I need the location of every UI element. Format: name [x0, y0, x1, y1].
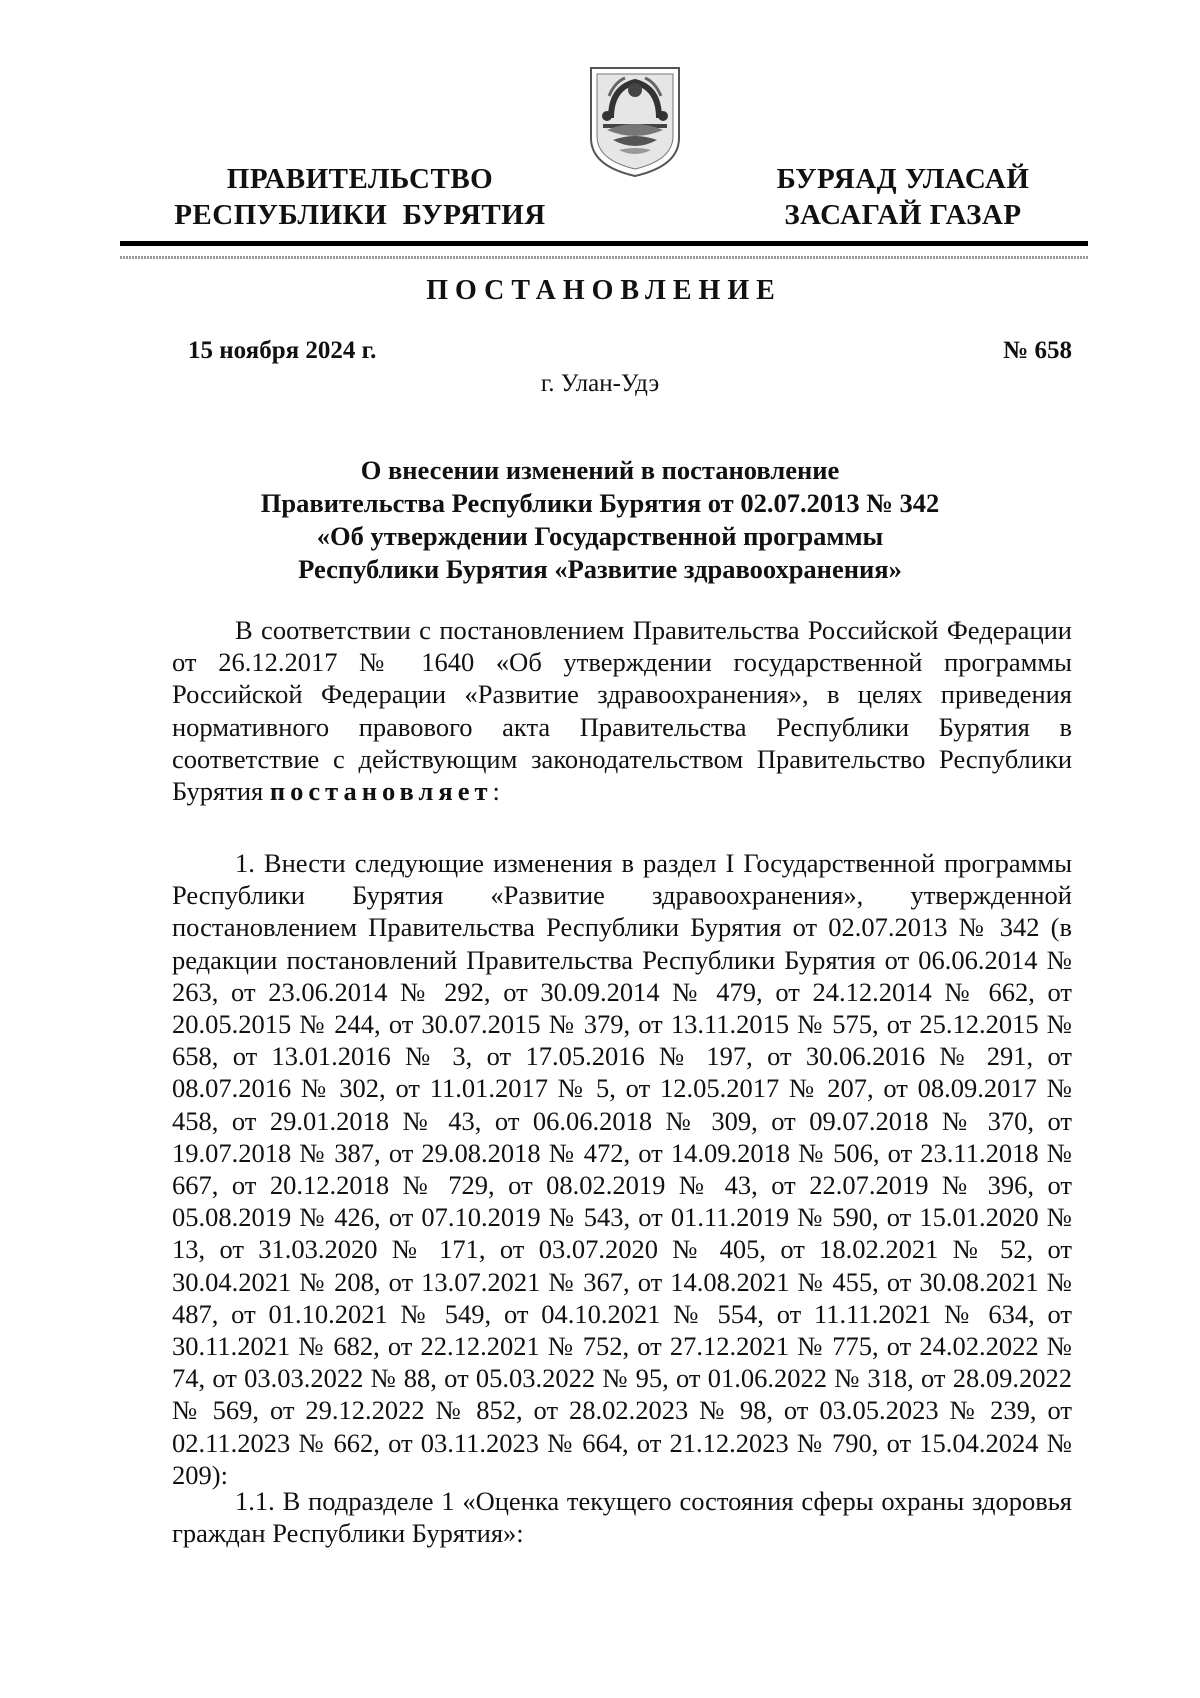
- government-name-bua-line1: БУРЯАД УЛАСАЙ: [776, 163, 1030, 195]
- header-divider-thin: [120, 256, 1088, 259]
- preamble-end: :: [492, 776, 500, 807]
- title-line: Правительства Республики Бурятия от 02.07.2013 № 342: [260, 488, 940, 518]
- document-city: г. Улан-Удэ: [540, 370, 660, 397]
- government-name-ru: [160, 161, 560, 233]
- preamble-paragraph: [172, 614, 1072, 807]
- coat-of-arms-icon: [585, 58, 685, 180]
- government-name-ru-line2: РЕСПУБЛИКИ БУРЯТИЯ: [174, 199, 546, 231]
- government-name-bua: [738, 161, 1068, 233]
- document-title: [150, 454, 1050, 586]
- clause-1: 1. Внести следующие изменения в раздел I Государственной программы Республики Бурятия «Развитие здравоохранения», утвержденной постановлением Правительства Республики Бурятия от 02.07.2013 № 342 (в редакции постановлений Правительства Республики Бурятия от 06.06.2014 № 263, от 23.06.2014 № 292, от 30.09.2014 № 479, от 24.12.2014 № 662, от 20.05.2015 № 244, от 30.07.2015 № 379, от 13.11.2015 № 575, от 25.12.2015 № 658, от 13.01.2016 № 3, от 17.05.2016 № 197, от 30.06.2016 № 291, от 08.07.2016 № 302, от 11.01.2017 № 5, от 12.05.2017 № 207, от 08.09.2017 № 458, от 29.01.2018 № 43, от 06.06.2018 № 309, от 09.07.2018 № 370, от 19.07.2018 № 387, от 29.08.2018 № 472, от 14.09.2018 № 506, от 23.11.2018 № 667, от 20.12.2018 № 729, от 08.02.2019 № 43, от 22.07.2019 № 396, от 05.08.2019 № 426, от 07.10.2019 № 543, от 01.11.2019 № 590, от 15.01.2020 № 13, от 31.03.2020 № 171, от 03.07.2020 № 405, от 18.02.2021 № 52, от 30.04.2021 № 208, от 13.07.2021 № 367, от 14.08.2021 № 455, от 30.08.2021 № 487, от 01.10.2021 № 549, от 04.10.2021 № 554, от 11.11.2021 № 634, от 30.11.2021 № 682, от 22.12.2021 № 752, от 27.12.2021 № 775, от 24.02.2022 № 74, от 03.03.2022 № 88, от 05.03.2022 № 95, от 01.06.2022 № 318, от 28.09.2022 № 569, от 29.12.2022 № 852, от 28.02.2023 № 98, от 03.05.2023 № 239, от 02.11.2023 № 662, от 03.11.2023 № 664, от 21.12.2023 № 790, от 15.04.2024 № 209):: [172, 848, 1072, 1490]
- title-line: «Об утверждении Государственной программы: [316, 521, 884, 551]
- title-line: О внесении изменений в постановление: [360, 455, 840, 485]
- government-name-bua-line2: ЗАСАГАЙ ГАЗАР: [784, 199, 1022, 231]
- clause-1-1: 1.1. В подразделе 1 «Оценка текущего состояния сферы охраны здоровья граждан Республики Бурятия»:: [172, 1486, 1072, 1549]
- government-name-ru-line1: ПРАВИТЕЛЬСТВО: [226, 163, 494, 195]
- header-divider-thick: [120, 241, 1088, 246]
- preamble-text: В соответствии с постановлением Правительства Российской Федерации от 26.12.2017 № 1640 «Об утверждении государственной программы Российской Федерации «Развитие здравоохранения», в целях приведения нормативного правового акта Правительства Республики Бурятия в соответствие с действующим законодательством Правительство Республики Бурятия: [172, 615, 1072, 807]
- document-date: 15 ноября 2024 г.: [188, 337, 377, 364]
- document-number: № 658: [1003, 337, 1072, 364]
- decree-keyword: постановляет: [269, 776, 493, 807]
- title-line: Республики Бурятия «Развитие здравоохранения»: [298, 554, 902, 584]
- document-type: ПОСТАНОВЛЕНИЕ: [426, 275, 782, 306]
